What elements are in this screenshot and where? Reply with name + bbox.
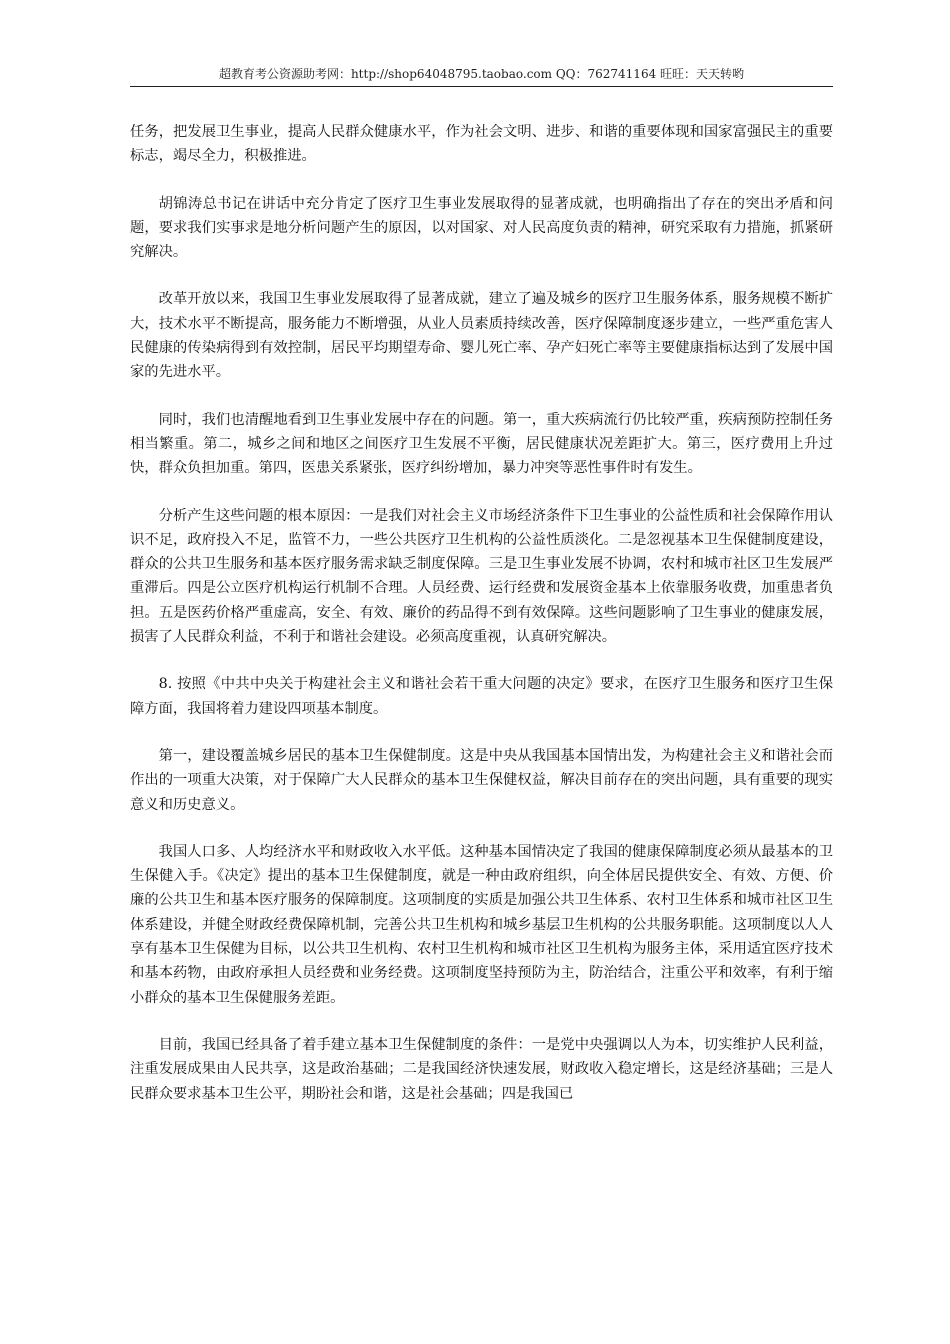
document-body (130, 120, 833, 1129)
paragraph: 同时，我们也清醒地看到卫生事业发展中存在的问题。第一，重大疾病流行仍比较严重，疾病预防控制任务相当繁重。第二，城乡之间和地区之间医疗卫生发展不平衡，居民健康状况差距扩大。第三，医疗费用上升过快，群众负担加重。第四，医患关系紧张，医疗纠纷增加，暴力冲突等恶性事件时有发生。 (130, 411, 833, 477)
header-text: 超教育考公资源助考网：http://shop64048795.taobao.com QQ：762741164 旺旺：天天转哟 (218, 67, 745, 81)
paragraph: 改革开放以来，我国卫生事业发展取得了显著成就，建立了遍及城乡的医疗卫生服务体系，服务规模不断扩大，技术水平不断提高，服务能力不断增强，从业人员素质持续改善，医疗保障制度逐步建立，一些严重危害人民健康的传染病得到有效控制，居民平均期望寿命、婴儿死亡率、孕产妇死亡率等主要健康指标达到了发展中国家的先进水平。 (130, 291, 833, 381)
paragraph-continuation: 任务，把发展卫生事业，提高人民群众健康水平，作为社会文明、进步、和谐的重要体现和国家富强民主的重要标志，竭尽全力，积极推进。 (130, 124, 833, 165)
paragraph: 我国人口多、人均经济水平和财政收入水平低。这种基本国情决定了我国的健康保障制度必须从最基本的卫生保健入手。《决定》提出的基本卫生保健制度，就是一种由政府组织，向全体居民提供安全、有效、方便、价廉的公共卫生和基本医疗服务的保障制度。这项制度的实质是加强公共卫生体系、农村卫生体系和城市社区卫生体系建设，并健全财政经费保障机制，完善公共卫生机构和城乡基层卫生机构的公共服务职能。这项制度以人人享有基本卫生保健为目标，以公共卫生机构、农村卫生机构和城市社区卫生机构为服务主体，采用适宜医疗技术和基本药物，由政府承担人员经费和业务经费。这项制度坚持预防为主，防治结合，注重公平和效率，有利于缩小群众的基本卫生保健服务差距。 (130, 843, 833, 1006)
paragraph-section-8: 8. 按照《中共中央关于构建社会主义和谐社会若干重大问题的决定》要求，在医疗卫生服务和医疗卫生保障方面，我国将着力建设四项基本制度。 (130, 676, 833, 717)
paragraph: 分析产生这些问题的根本原因：一是我们对社会主义市场经济条件下卫生事业的公益性质和社会保障作用认识不足，政府投入不足，监管不力，一些公共医疗卫生机构的公益性质淡化。二是忽视基本卫生保健制度建设，群众的公共卫生服务和基本医疗服务需求缺乏制度保障。三是卫生事业发展不协调，农村和城市社区卫生发展严重滞后。四是公立医疗机构运行机制不合理。人员经费、运行经费和发展资金基本上依靠服务收费，加重患者负担。五是医药价格严重虚高，安全、有效、廉价的药品得不到有效保障。这些问题影响了卫生事业的健康发展，损害了人民群众利益，不利于和谐社会建设。必须高度重视，认真研究解决。 (130, 507, 833, 646)
page-header (130, 64, 833, 87)
paragraph: 目前，我国已经具备了着手建立基本卫生保健制度的条件：一是党中央强调以人为本，切实维护人民利益，注重发展成果由人民共享，这是政治基础；二是我国经济快速发展，财政收入稳定增长，这是经济基础；三是人民群众要求基本卫生公平，期盼社会和谐，这是社会基础；四是我国已 (130, 1036, 833, 1102)
paragraph: 第一，建设覆盖城乡居民的基本卫生保健制度。这是中央从我国基本国情出发，为构建社会主义和谐社会而作出的一项重大决策，对于保障广大人民群众的基本卫生保健权益，解决目前存在的突出问题，具有重要的现实意义和历史意义。 (130, 747, 833, 813)
paragraph: 胡锦涛总书记在讲话中充分肯定了医疗卫生事业发展取得的显著成就，也明确指出了存在的突出矛盾和问题，要求我们实事求是地分析问题产生的原因，以对国家、对人民高度负责的精神，研究采取有力措施，抓紧研究解决。 (130, 195, 833, 261)
